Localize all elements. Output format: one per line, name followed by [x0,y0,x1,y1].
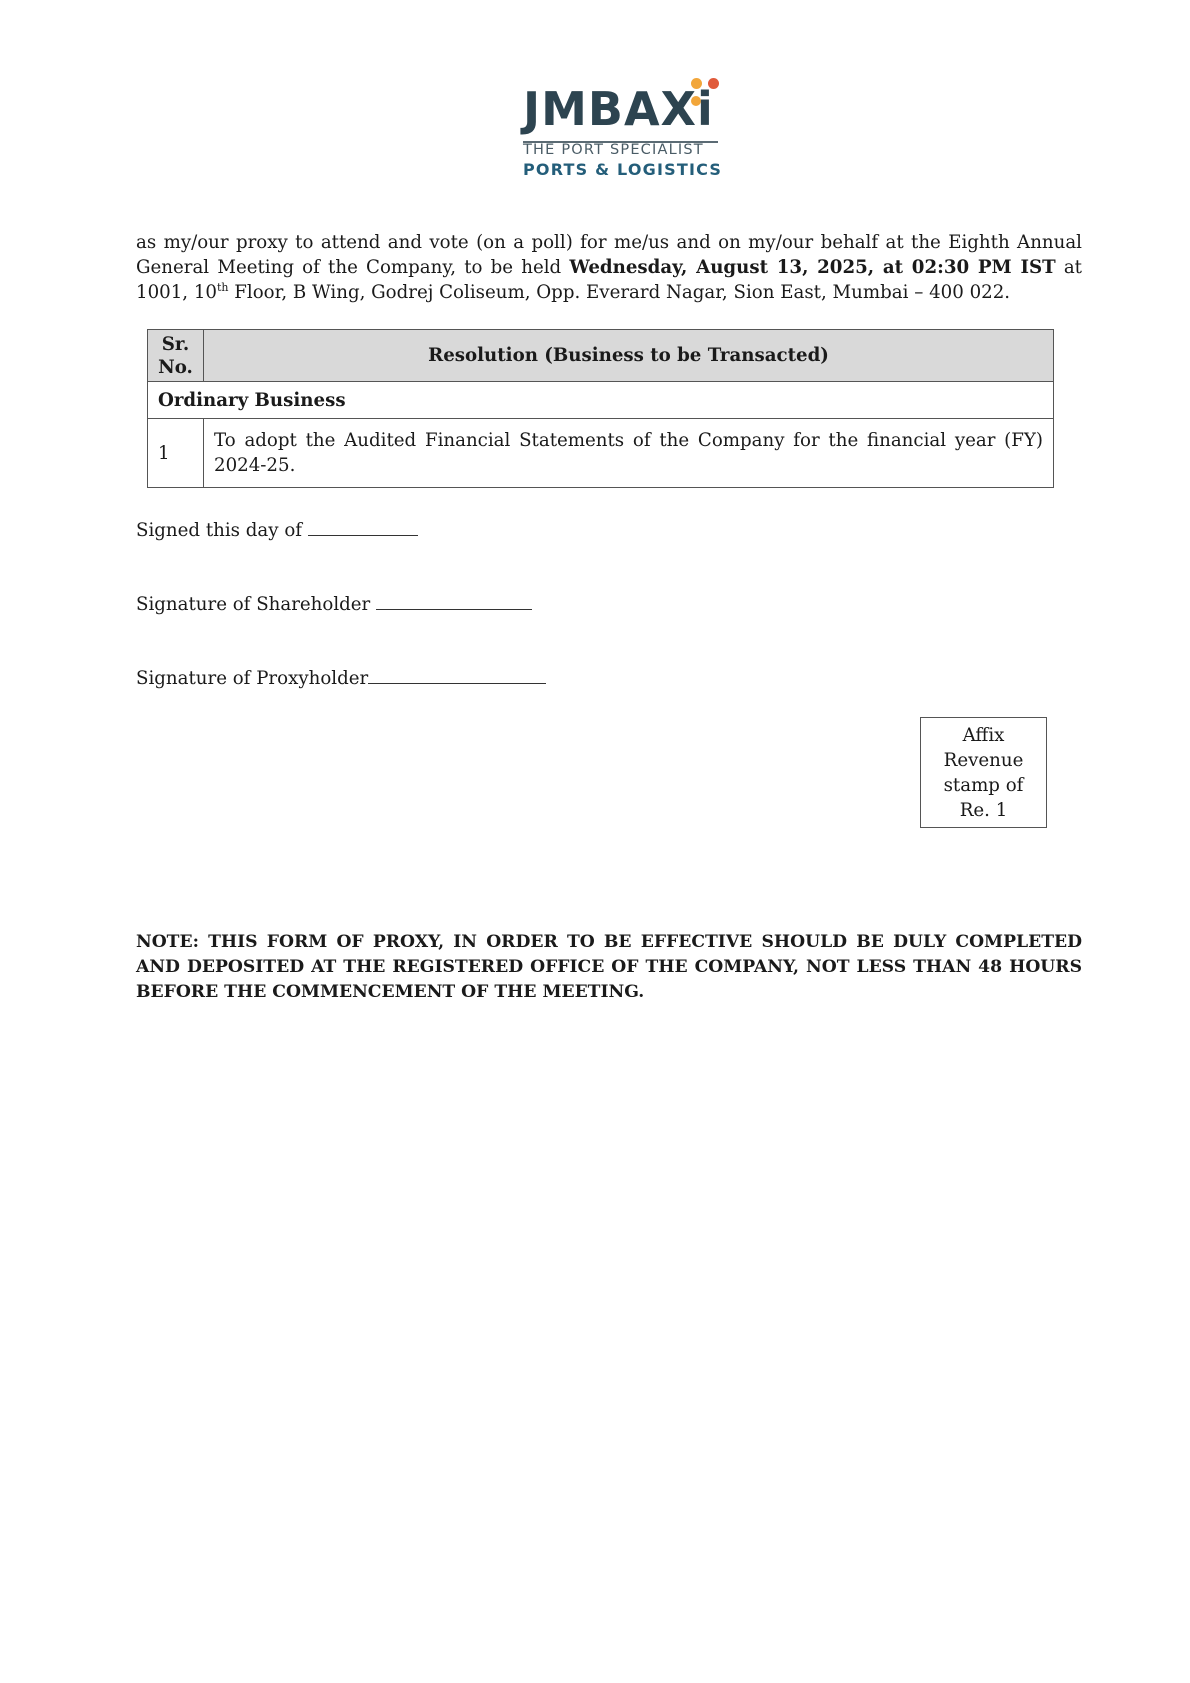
col-sr-no [148,330,204,382]
col-resolution: Resolution (Business to be Transacted) [204,330,1054,382]
table-row [148,419,1054,488]
meeting-date: Wednesday, August 13, 2025, at 02:30 PM IST [569,257,1056,278]
signed-day-field [136,519,418,541]
section-ordinary-business: Ordinary Business [148,382,1054,419]
section-row [148,382,1054,419]
proxy-intro-paragraph [136,230,1082,305]
logo-subtitle: PORTS & LOGISTICS [523,160,723,179]
shareholder-signature-label: Signature of Shareholder [136,594,371,615]
row-resolution-text: To adopt the Audited Financial Statements of the Company for the financial year (FY) 2024-25. [204,419,1054,488]
shareholder-signature-field [136,593,532,615]
logo-tagline: THE PORT SPECIALIST [523,142,704,158]
resolution-table [147,329,1054,488]
revenue-stamp-text: Affix Revenue stamp of Re. 1 [943,724,1024,821]
proxy-note: NOTE: THIS FORM OF PROXY, IN ORDER TO BE EFFECTIVE SHOULD BE DULY COMPLETED AND DEPOSITED AT THE REGISTERED OFFICE OF THE COMPANY, NOT LESS THAN 48 HOURS BEFORE THE COMMENCEMENT OF THE MEETING. [136,932,1082,1002]
signed-day-label: Signed this day of [136,520,302,541]
proxyholder-signature-label: Signature of Proxyholder [136,668,369,689]
signed-day-blank[interactable] [308,519,418,536]
row-sr-number: 1 [148,419,204,488]
ordinal-suffix: th [217,280,229,294]
logo-brand: JMBAXi [523,82,714,136]
intro-text-3: Floor, B Wing, Godrej Coliseum, Opp. Everard Nagar, Sion East, Mumbai – 400 022. [228,282,1011,303]
company-logo [523,74,733,184]
intro-text-1: as my/our proxy to attend and vote (on a poll) for me/us and on my/our behalf at the Eighth Annual General Meeting of the Company, to be held [136,232,1082,278]
intro-text-2: at 1001, 10 [136,257,1082,303]
table-header-row [148,330,1054,382]
revenue-stamp-box [920,717,1047,828]
proxyholder-signature-field [136,667,546,689]
proxyholder-signature-blank[interactable] [368,667,546,684]
shareholder-signature-blank[interactable] [376,593,532,610]
col-sr-no-label: Sr. No. [158,333,193,378]
